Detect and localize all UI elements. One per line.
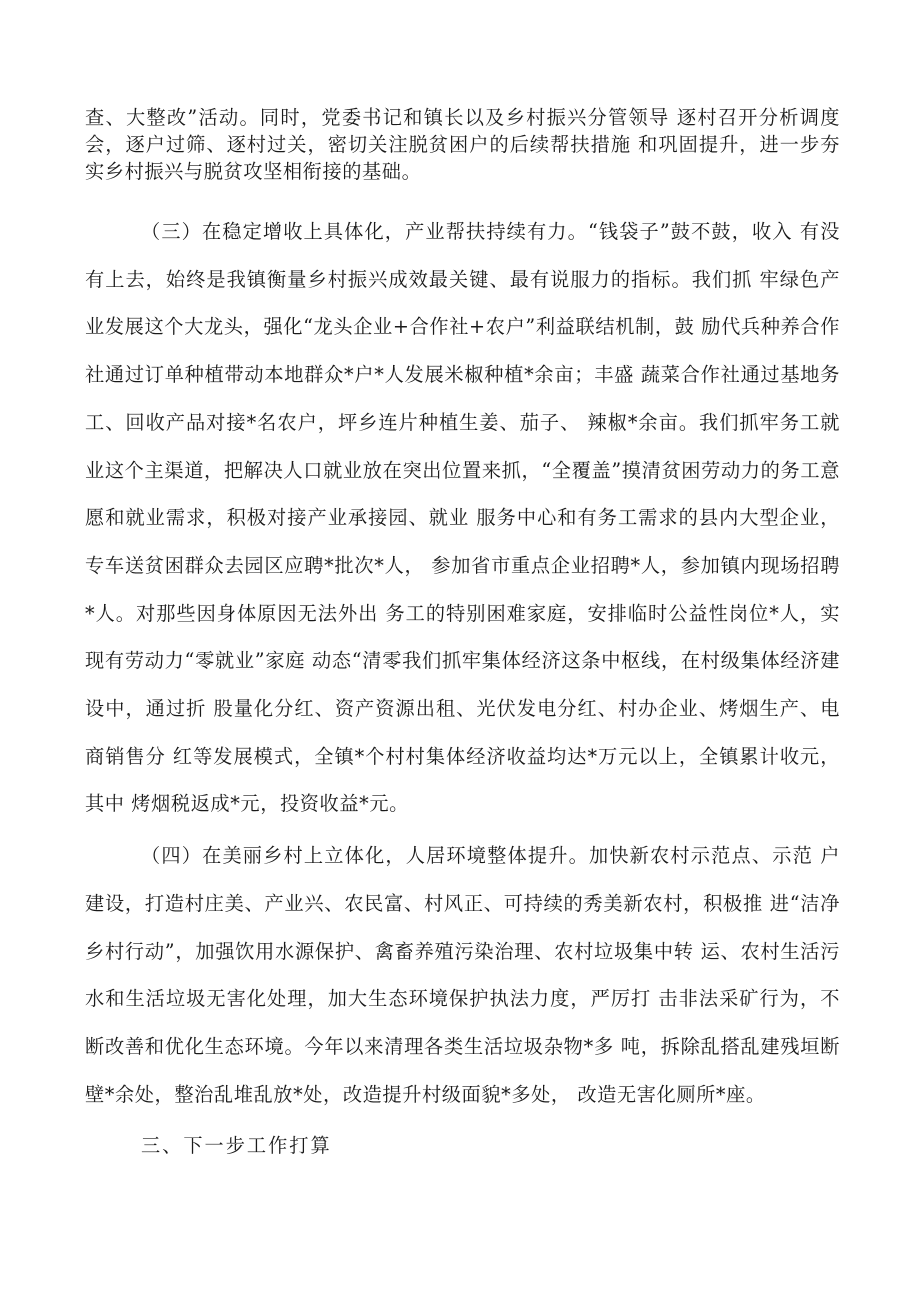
section-heading-next-steps: 三、下一步工作打算 bbox=[141, 1134, 332, 1158]
paragraph-section-4: （四）在美丽乡村上立体化，人居环境整体提升。加快新农村示范点、示范 户建设，打造村庄美、产业兴、农民富、村风正、可持续的秀美新农村，积极推 进“洁净乡村行动”，加强饮用水源保护、禽畜养殖污染治理、农村垃圾集中转 运、农村生活污水和生活垃圾无害化处理，加大生态环境保护执法力度，严厉打 击非法采矿行为，不断改善和优化生态环境。今年以来清理各类生活垃圾杂物*多 吨，拆除乱搭乱建残垣断壁*余处，整治乱堆乱放*处，改造提升村级面貌*多处， 改造无害化厕所*座。 bbox=[85, 844, 840, 1106]
paragraph-continuation: 查、大整改”活动。同时，党委书记和镇长以及乡村振兴分管领导 逐村召开分析调度会，逐户过筛、逐村过关，密切关注脱贫困户的后续帮扶措施 和巩固提升，进一步夯实乡村振兴与脱贫攻坚相衔接的基础。 bbox=[85, 106, 840, 183]
paragraph-section-3: （三）在稳定增收上具体化，产业帮扶持续有力。“钱袋子”鼓不鼓，收入 有没有上去，始终是我镇衡量乡村振兴成效最关键、最有说服力的指标。我们抓 牢绿色产业发展这个大龙头，强化“龙头企业+合作社+农户”利益联结机制，鼓 励代兵种养合作社通过订单种植带动本地群众*户*人发展米椒种植*余亩；丰盛 蔬菜合作社通过基地务工、回收产品对接*名农户，坪乡连片种植生姜、茄子、 辣椒*余亩。我们抓牢务工就业这个主渠道，把解决人口就业放在突出位置来抓，“全覆盖”摸清贫困劳动力的务工意愿和就业需求，积极对接产业承接园、就业 服务中心和有务工需求的县内大型企业，专车送贫困群众去园区应聘*批次*人， 参加省市重点企业招聘*人，参加镇内现场招聘*人。对那些因身体原因无法外出 务工的特别困难家庭，安排临时公益性岗位*人，实现有劳动力“零就业”家庭 动态“清零我们抓牢集体经济这条中枢线，在村级集体经济建设中，通过折 股量化分红、资产资源出租、光伏发电分红、村办企业、烤烟生产、电商销售分 红等发展模式，全镇*个村村集体经济收益均达*万元以上，全镇累计收元，其中 烤烟税返成*元，投资收益*元。 bbox=[85, 220, 840, 816]
